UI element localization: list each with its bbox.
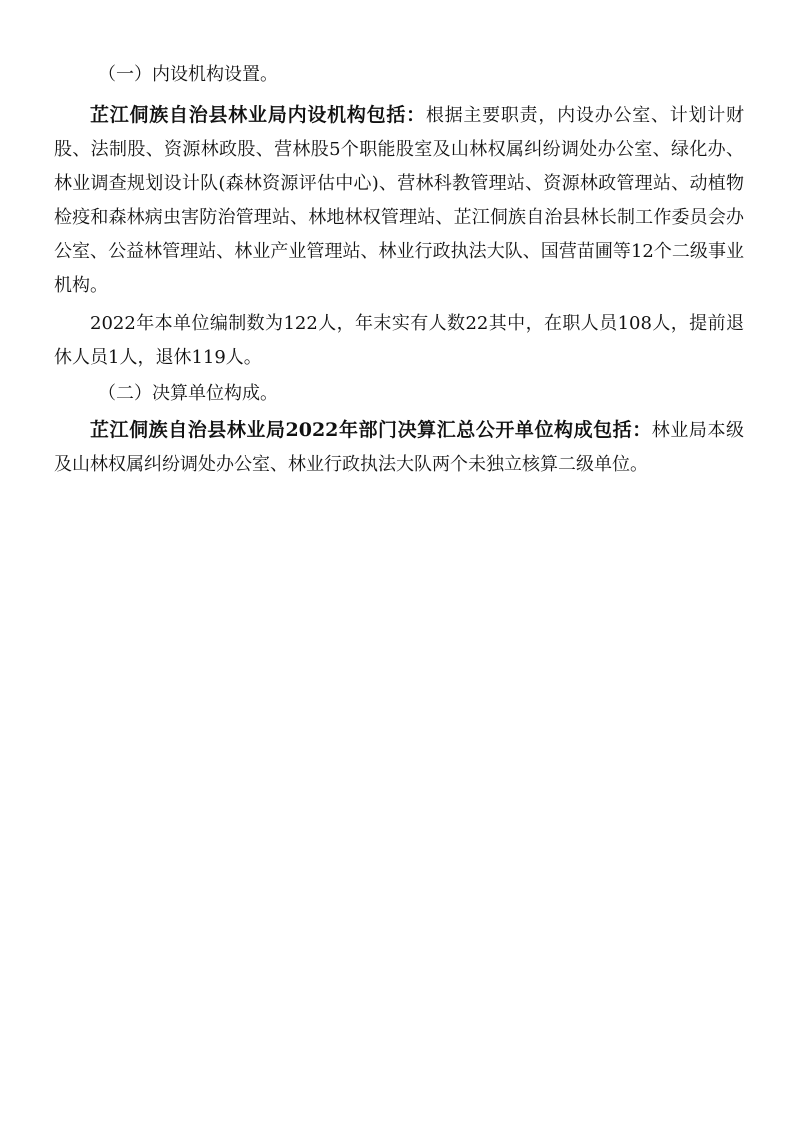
paragraph-internal-departments [54, 98, 744, 303]
section-heading-internal-structure: （一）内设机构设置。 [98, 64, 278, 85]
document-body [54, 60, 744, 482]
paragraph-staffing: 2022年本单位编制数为122人，年末实有人数22其中，在职人员108人，提前退休人员1人，退休119人。 [54, 313, 744, 368]
paragraph-unit-composition [54, 413, 744, 482]
paragraph-lead-text: 芷江侗族自治县林业局2022年部门决算汇总公开单位构成包括： [90, 419, 652, 441]
paragraph-body-text: 林业局本级及山林权属纠纷调处办公室、林业行政执法大队两个未独立核算二级单位。 [54, 420, 745, 475]
section-heading-unit-composition: （二）决算单位构成。 [98, 383, 278, 404]
paragraph-lead-text: 芷江侗族自治县林业局内设机构包括： [90, 104, 426, 126]
paragraph-body-text: 根据主要职责，内设办公室、计划计财股、法制股、资源林政股、营林股5个职能股室及山林权属纠纷调处办公室、绿化办、林业调查规划设计队(森林资源评估中心)、营林科教管理站、资源林政管理站、动植物检疫和森林病虫害防治管理站、林地林权管理站、芷江侗族自治县林长制工作委员会办公室、公益林管理站、林业产业管理站、林业行政执法大队、国营苗圃等12个二级事业机构。 [54, 105, 744, 296]
